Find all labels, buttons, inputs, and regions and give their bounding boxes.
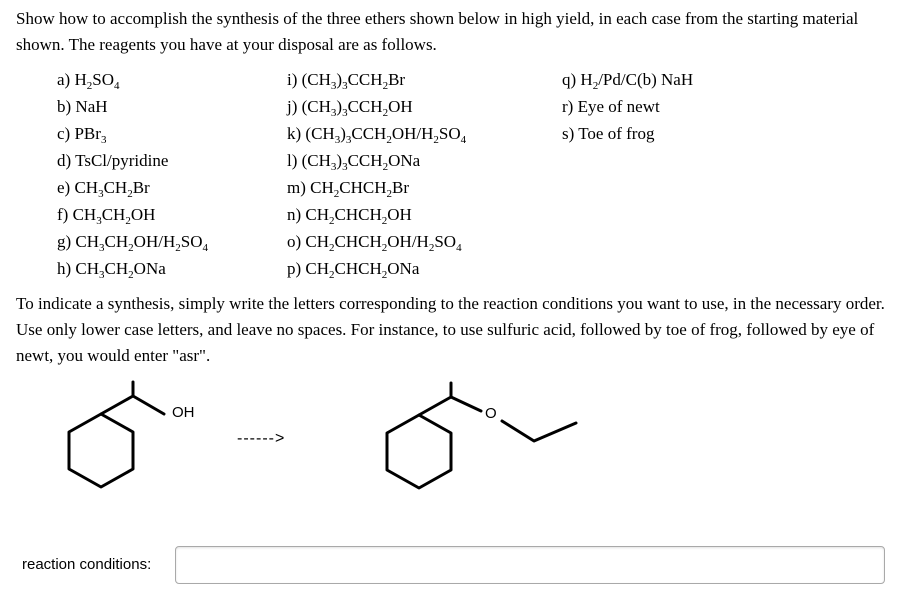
formula-subscript: 3 [96, 215, 102, 227]
formula-text: OH [388, 97, 413, 116]
formula-text: H [74, 70, 87, 89]
formula-text: CHCH [334, 232, 382, 251]
reagent-letter: j) [287, 97, 298, 116]
formula-subscript: 2 [333, 188, 340, 200]
reagent-letter: q) [562, 70, 577, 89]
formula-text: ONa [388, 151, 421, 170]
reaction-conditions-label: reaction conditions: [22, 556, 152, 573]
formula-text: /Pd/C(b) NaH [598, 70, 694, 89]
reagent-letter: g) [57, 232, 72, 251]
reagent-letter: m) [287, 178, 306, 197]
reagent-item [57, 93, 208, 120]
product-carbon-chain [419, 397, 481, 415]
formula-text: (CH [301, 97, 331, 116]
formula-text: PBr [74, 124, 101, 143]
reagent-item [287, 93, 466, 120]
formula-subscript: 2 [381, 269, 388, 281]
formula-text: CH [305, 232, 330, 251]
formula-subscript: 2 [127, 188, 133, 200]
formula-subscript: 2 [381, 242, 388, 254]
formula-text: SO [434, 232, 457, 251]
formula-text: OH [387, 205, 412, 224]
formula-text: CHCH [334, 259, 382, 278]
formula-subscript: 2 [329, 269, 335, 281]
reagent-item [57, 228, 208, 255]
formula-text: ONa [387, 259, 420, 278]
formula-text: ) [336, 97, 343, 116]
formula-text: (CH [301, 151, 331, 170]
reagent-item [57, 120, 208, 147]
reaction-conditions-input[interactable] [175, 546, 885, 584]
formula-text: Br [392, 178, 409, 197]
formula-text: CH [305, 205, 330, 224]
reagent-item [562, 66, 693, 93]
formula-text: ) [340, 124, 346, 143]
formula-subscript: 2 [175, 242, 181, 254]
formula-subscript: 3 [330, 161, 337, 173]
formula-subscript: 3 [100, 134, 107, 146]
reagent-item [287, 147, 466, 174]
formula-text: CH [310, 178, 334, 197]
reagent-item [57, 255, 208, 282]
reaction-scheme [0, 375, 902, 495]
formula-subscript: 3 [342, 80, 348, 92]
formula-text: CCH [347, 151, 383, 170]
reagent-letter: p) [287, 259, 302, 278]
formula-text: CH [75, 259, 100, 278]
formula-text: OH [130, 205, 156, 224]
formula-text: SO [438, 124, 461, 143]
formula-text: CCH [347, 70, 383, 89]
formula-text: CH [104, 232, 129, 251]
formula-text: Br [132, 178, 150, 197]
reagent-letter: n) [287, 205, 302, 224]
reagent-letter: s) [562, 124, 575, 143]
formula-subscript: 2 [381, 215, 388, 227]
ethyl-chain [502, 421, 576, 441]
formula-subscript: 2 [386, 134, 392, 146]
formula-text: ONa [133, 259, 166, 278]
formula-subscript: 4 [456, 242, 462, 254]
formula-text: CHCH [334, 205, 382, 224]
formula-subscript: 4 [460, 134, 467, 146]
reagent-letter: c) [57, 124, 71, 143]
formula-text: CH [103, 178, 128, 197]
formula-text: OH/H [387, 232, 429, 251]
formula-subscript: 3 [345, 134, 352, 146]
reagent-item [57, 147, 208, 174]
formula-subscript: 3 [98, 188, 104, 200]
formula-text: CH [74, 178, 99, 197]
reagent-letter: o) [287, 232, 302, 251]
formula-subscript: 3 [330, 107, 337, 119]
formula-subscript: 2 [428, 242, 435, 254]
reagent-letter: f) [57, 205, 69, 224]
reagent-item [287, 174, 466, 201]
reagent-item [287, 228, 466, 255]
formula-subscript: 2 [382, 107, 389, 119]
reagent-letter: a) [57, 70, 71, 89]
formula-text: ) [336, 151, 343, 170]
formula-text: TsCl/pyridine [75, 151, 169, 170]
formula-text: H [580, 70, 593, 89]
reagent-item [57, 174, 208, 201]
formula-subscript: 3 [99, 269, 105, 281]
formula-text: CCH [351, 124, 387, 143]
reagent-item [57, 66, 208, 93]
formula-text: Eye of newt [577, 97, 660, 116]
formula-text: CH [305, 259, 330, 278]
formula-subscript: 2 [386, 188, 392, 200]
product-structure [387, 383, 576, 488]
formula-subscript: 2 [382, 161, 389, 173]
formula-subscript: 3 [342, 161, 348, 173]
formula-text: CH [104, 259, 129, 278]
reagent-item [287, 255, 466, 282]
starting-material-structure [69, 382, 164, 487]
formula-text: SO [180, 232, 203, 251]
reagent-letter: b) [57, 97, 72, 116]
formula-text: NaH [75, 97, 108, 116]
formula-text: CH [101, 205, 126, 224]
formula-subscript: 2 [382, 80, 389, 92]
reagent-column-1 [57, 66, 208, 282]
reagent-column-2 [287, 66, 466, 282]
formula-text: CH [72, 205, 97, 224]
formula-text: Br [388, 70, 406, 89]
reagent-item [562, 93, 693, 120]
reagent-item [287, 201, 466, 228]
question-intro: Show how to accomplish the synthesis of the three ethers shown below in high yield, in each case from the starting material shown. The reagents you have at your disposal are as follows. [16, 9, 859, 54]
hydroxyl-label: OH [172, 404, 195, 421]
reagent-item [57, 201, 208, 228]
ether-oxygen-label: O [485, 405, 497, 422]
reagent-letter: h) [57, 259, 72, 278]
formula-subscript: 3 [334, 134, 341, 146]
formula-text: ) [336, 70, 343, 89]
reaction-arrow: ------> [237, 430, 286, 447]
reagent-letter: r) [562, 97, 574, 116]
instructions-text: To indicate a synthesis, simply write the letters corresponding to the reaction conditions you want to use, in the necessary order. Use only lower case letters, and leave no spaces. For instance, to use sulfuric acid, followed by toe of frog, followed by eye of newt, you would enter "asr". [16, 294, 885, 365]
reagent-letter: k) [287, 124, 302, 143]
formula-subscript: 2 [128, 269, 134, 281]
product-cyclohexane-ring [387, 415, 451, 488]
formula-subscript: 2 [86, 80, 93, 92]
formula-subscript: 2 [433, 134, 439, 146]
reagent-letter: i) [287, 70, 298, 89]
formula-subscript: 2 [125, 215, 131, 227]
formula-text: CCH [347, 97, 383, 116]
formula-subscript: 2 [592, 80, 599, 92]
reagent-letter: e) [57, 178, 71, 197]
reagent-item [287, 120, 466, 147]
formula-subscript: 2 [329, 215, 335, 227]
cyclohexane-ring [69, 414, 133, 487]
formula-text: Toe of frog [578, 124, 655, 143]
formula-text: OH/H [391, 124, 434, 143]
formula-text: (CH [301, 70, 331, 89]
formula-text: OH/H [133, 232, 176, 251]
formula-subscript: 4 [202, 242, 208, 254]
reagent-item [287, 66, 466, 93]
reagent-letter: d) [57, 151, 72, 170]
carbon-chain [101, 396, 164, 414]
formula-subscript: 3 [99, 242, 105, 254]
reagent-item [562, 120, 693, 147]
formula-subscript: 2 [128, 242, 134, 254]
formula-text: CH [75, 232, 100, 251]
formula-text: SO [92, 70, 114, 89]
formula-subscript: 3 [342, 107, 348, 119]
formula-subscript: 4 [113, 80, 120, 92]
formula-subscript: 2 [329, 242, 335, 254]
reagent-column-3 [562, 66, 693, 147]
formula-text: (CH [305, 124, 335, 143]
formula-subscript: 3 [330, 80, 337, 92]
reagent-letter: l) [287, 151, 298, 170]
formula-text: CHCH [339, 178, 387, 197]
